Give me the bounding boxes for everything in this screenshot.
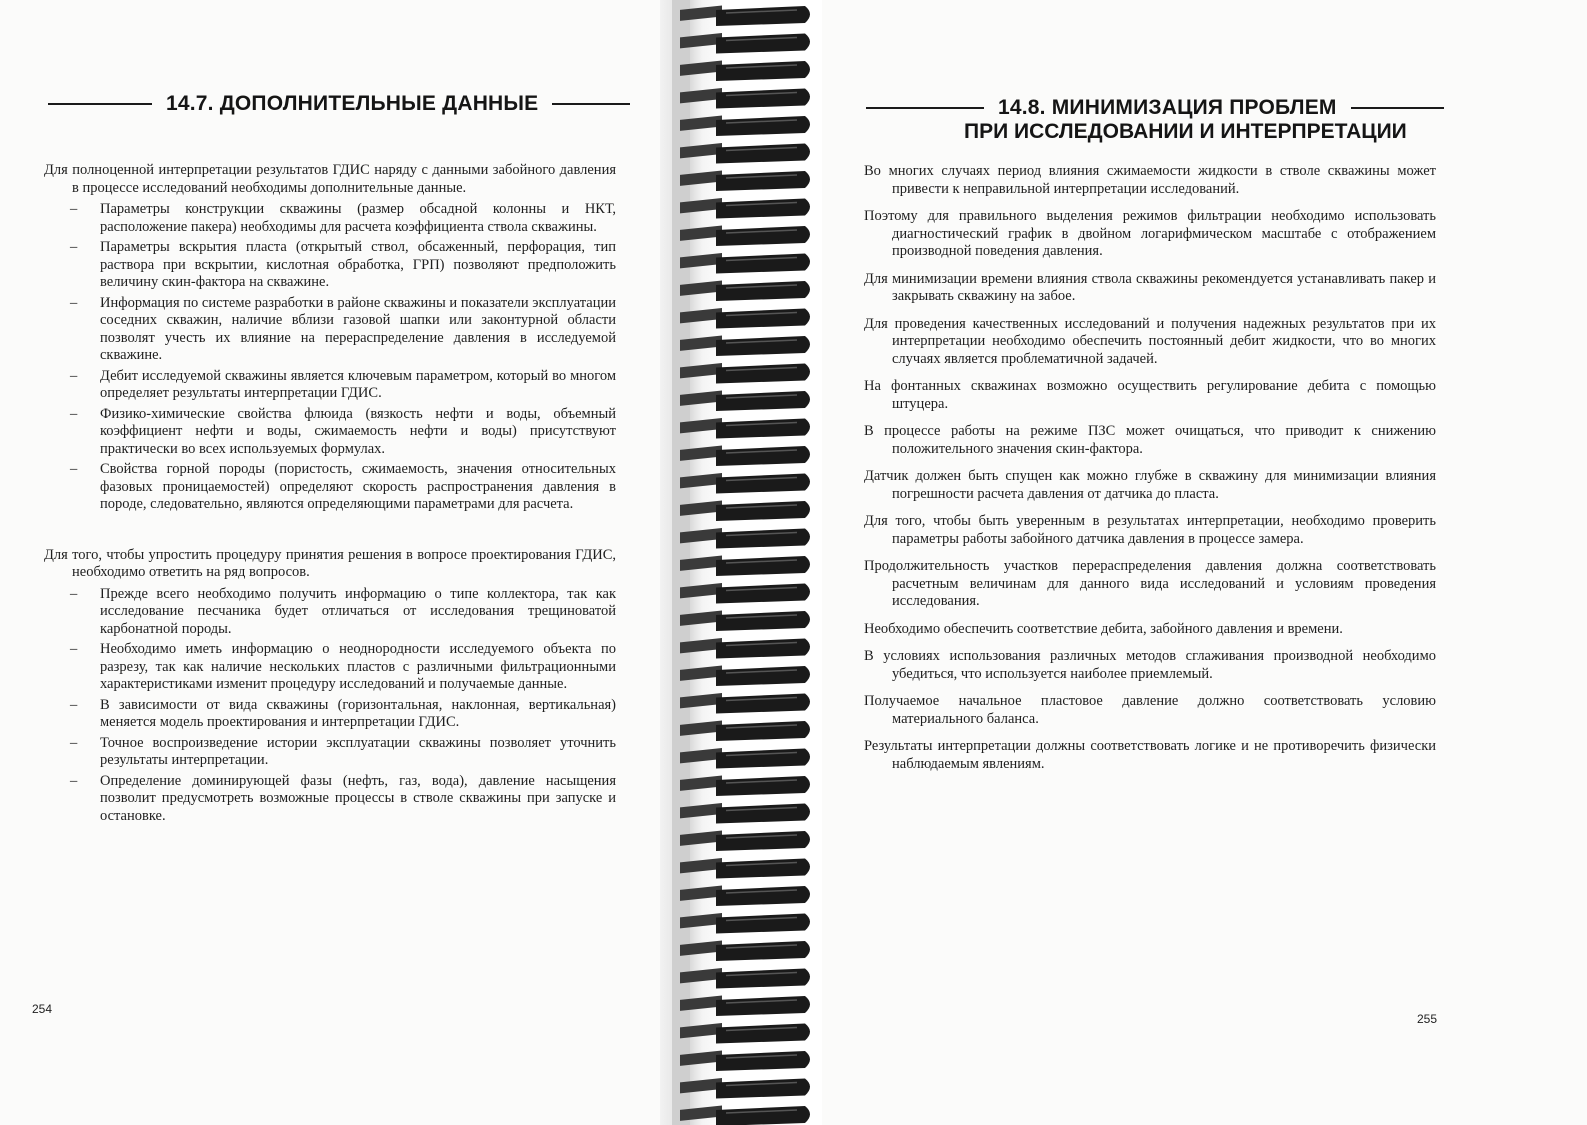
- list-item: [44, 586, 616, 639]
- binding-coil: [680, 940, 810, 961]
- additional-data-list: [44, 201, 616, 514]
- binding-coil: [680, 913, 810, 934]
- binding-coil: [680, 830, 810, 851]
- paragraph: В процессе работы на режиме ПЗС может очищаться, что приводит к снижению положительного значения скин-фактора.: [864, 423, 1436, 457]
- dash-bullet: –: [70, 201, 78, 217]
- paragraph: На фонтанных скважинах возможно осуществить регулирование дебита с помощью штуцера.: [864, 378, 1436, 412]
- intro2-paragraph: Для того, чтобы упростить процедуру принятия решения в вопросе проектирования ГДИС, необходимо ответить на ряд вопросов.: [44, 546, 616, 580]
- binding-coil: [680, 638, 810, 659]
- binding-coil: [680, 858, 810, 879]
- list-item: [44, 773, 616, 826]
- dash-bullet: –: [70, 772, 78, 789]
- right-heading-row: [866, 96, 1444, 120]
- binding-coil: [680, 1105, 810, 1125]
- binding-coil: [680, 693, 810, 714]
- binding-coil: [680, 88, 810, 109]
- binding-coil: [680, 335, 810, 356]
- list-item-text: Определение доминирующей фазы (нефть, газ, вода), давление насыщения позволит предусмотреть возможные процессы в стволе скважины при запуске и остановке.: [100, 772, 616, 824]
- binding-coil: [680, 748, 810, 769]
- binding-coil: [680, 308, 810, 329]
- list-item: [44, 368, 616, 403]
- list-item: [44, 295, 616, 365]
- spacer: [44, 517, 616, 547]
- binding-coil: [680, 775, 810, 796]
- paragraph: Для проведения качественных исследований и получения надежных результатов при их интерпретации необходимо обеспечить постоянный дебит жидкости, что во многих случаях является проблематичной задачей.: [864, 315, 1436, 367]
- list-item-text: Физико-химические свойства флюида (вязкость нефти и воды, объемный коэффициент нефти и воды, сжимаемость нефти и воды) присутствуют практически во всех используемых формулах.: [100, 405, 616, 457]
- list-item-text: Прежде всего необходимо получить информацию о типе коллектора, так как исследование песчаника будет отличаться от исследования трещиноватой карбонатной породы.: [100, 585, 616, 637]
- binding-coil: [680, 1078, 810, 1099]
- binding-coil: [680, 555, 810, 576]
- dash-bullet: –: [70, 641, 78, 657]
- intro-paragraph: Для полноценной интерпретации результатов ГДИС наряду с данными забойного давления в процессе исследований необходимы дополнительные данные.: [44, 162, 616, 196]
- dash-bullet: –: [70, 696, 78, 713]
- dash-bullet: –: [70, 585, 78, 602]
- binding-coil: [680, 225, 810, 246]
- binding-coil: [680, 170, 810, 191]
- list-item: [44, 697, 616, 732]
- list-item-text: Необходимо иметь информацию о неоднородности исследуемого объекта по разрезу, так как наличие нескольких пластов с различными фильтрационными характеристиками изменит процедуру исследований и получаемые данные.: [100, 641, 616, 692]
- paragraph: В условиях использования различных методов сглаживания производной необходимо убедиться, что используется наиболее приемлемый.: [864, 648, 1436, 682]
- list-item-text: Информация по системе разработки в районе скважины и показатели эксплуатации соседних скважин, наличие вблизи газовой шапки или законтурной области позволят учесть их влияние на перераспределение давления в исследуемой скважине.: [100, 294, 616, 363]
- page-number-left: 254: [32, 1002, 53, 1016]
- heading-rule-left: [866, 107, 984, 109]
- binding-coil: [680, 610, 810, 631]
- right-body: [864, 163, 1436, 783]
- binding-coil: [680, 1050, 810, 1071]
- binding-coil: [680, 473, 810, 494]
- list-item: [44, 239, 616, 292]
- list-item-text: В зависимости от вида скважины (горизонтальная, наклонная, вертикальная) меняется модель проектирования и интерпретации ГДИС.: [100, 696, 616, 730]
- heading-rule-left: [48, 103, 152, 105]
- left-page: [0, 0, 660, 1125]
- binding-coil: [680, 418, 810, 439]
- binding-coil: [680, 583, 810, 604]
- dash-bullet: –: [70, 294, 78, 311]
- design-questions-list: [44, 586, 616, 826]
- binding-coil: [680, 500, 810, 521]
- paragraph: Для того, чтобы быть уверенным в результатах интерпретации, необходимо проверить параметры работы забойного датчика давления в процессе замера.: [864, 513, 1436, 547]
- binding-coil: [680, 280, 810, 301]
- binding-coil: [680, 253, 810, 274]
- paragraph: Поэтому для правильного выделения режимов фильтрации необходимо использовать диагностический график в двойном логарифмическом масштабе с отображением производной поведения давления.: [864, 208, 1436, 259]
- paragraph: Получаемое начальное пластовое давление должно соответствовать условию материального баланса.: [864, 693, 1436, 727]
- binding-coil: [680, 665, 810, 686]
- binding-coil: [680, 5, 810, 26]
- dash-bullet: –: [70, 367, 78, 384]
- left-body: [44, 162, 616, 828]
- list-item-text: Точное воспроизведение истории эксплуатации скважины позволяет уточнить результаты интерпретации.: [100, 734, 616, 768]
- paragraph: Датчик должен быть спущен как можно глубже в скважину для минимизации влияния погрешности расчета давления от датчика до пласта.: [864, 468, 1436, 502]
- dash-bullet: –: [70, 405, 78, 422]
- binding-coil: [680, 33, 810, 54]
- list-item-text: Параметры вскрытия пласта (открытый ствол, обсаженный, перфорация, тип раствора при вскрытии, кислотная обработка, ГРП) позволяют предположить величину скин-фактора на скважине.: [100, 239, 616, 290]
- paragraph: Результаты интерпретации должны соответствовать логике и не противоречить физически наблюдаемым явлениям.: [864, 738, 1436, 772]
- right-page: [822, 0, 1587, 1125]
- list-item-text: Параметры конструкции скважины (размер обсадной колонны и НКТ, расположение пакера) необходимы для расчета коэффициента ствола скважины.: [100, 201, 616, 235]
- paragraph: Необходимо обеспечить соответствие дебита, забойного давления и времени.: [864, 620, 1343, 637]
- heading-rule-right: [1351, 107, 1444, 109]
- section-heading-14-7: 14.7. ДОПОЛНИТЕЛЬНЫЕ ДАННЫЕ: [166, 92, 539, 115]
- binding-coil: [680, 143, 810, 164]
- binding-coil: [680, 390, 810, 411]
- list-item-text: Свойства горной породы (пористость, сжимаемость, значения относительных фазовых проницаемостей) определяют скорость распространения давления в породе, следовательно, являются определяющими параметрами для расчета.: [100, 461, 616, 512]
- heading-rule-right: [552, 103, 630, 105]
- list-item: [44, 201, 616, 236]
- section-heading-14-8-line2: ПРИ ИССЛЕДОВАНИИ И ИНТЕРПРЕТАЦИИ: [964, 120, 1407, 143]
- dash-bullet: –: [70, 239, 78, 255]
- dash-bullet: –: [70, 734, 78, 751]
- list-item: [44, 641, 616, 694]
- binding-coil: [680, 885, 810, 906]
- list-item: [44, 735, 616, 770]
- binding-coil: [680, 1023, 810, 1044]
- binding-coil: [680, 528, 810, 549]
- binding-coil: [680, 363, 810, 384]
- list-item: [44, 461, 616, 514]
- paragraph: Во многих случаях период влияния сжимаемости жидкости в стволе скважины может привести к неправильной интерпретации исследований.: [864, 163, 1436, 197]
- paragraph: Для минимизации времени влияния ствола скважины рекомендуется устанавливать пакер и закрывать скважину на забое.: [864, 270, 1436, 304]
- paragraph: Продолжительность участков перераспределения давления должна соответствовать расчетным величинам для данного вида исследований и условиям проведения исследования.: [864, 558, 1436, 609]
- page-number-right: 255: [1417, 1012, 1438, 1026]
- binding-coils: [660, 0, 822, 1125]
- binding-coil: [680, 968, 810, 989]
- binding-coil: [680, 803, 810, 824]
- dash-bullet: –: [70, 461, 78, 477]
- list-item-text: Дебит исследуемой скважины является ключевым параметром, который во многом определяет результаты интерпретации ГДИС.: [100, 367, 616, 401]
- section-heading-14-8-line1: 14.8. МИНИМИЗАЦИЯ ПРОБЛЕМ: [998, 96, 1337, 119]
- binding-coil: [680, 60, 810, 81]
- binding-coil: [680, 995, 810, 1016]
- binding-coil: [680, 198, 810, 219]
- binding-coil: [680, 720, 810, 741]
- spiral-binding: [660, 0, 822, 1125]
- binding-coil: [680, 115, 810, 136]
- binding-coil: [680, 445, 810, 466]
- list-item: [44, 406, 616, 459]
- left-heading-row: [48, 92, 630, 116]
